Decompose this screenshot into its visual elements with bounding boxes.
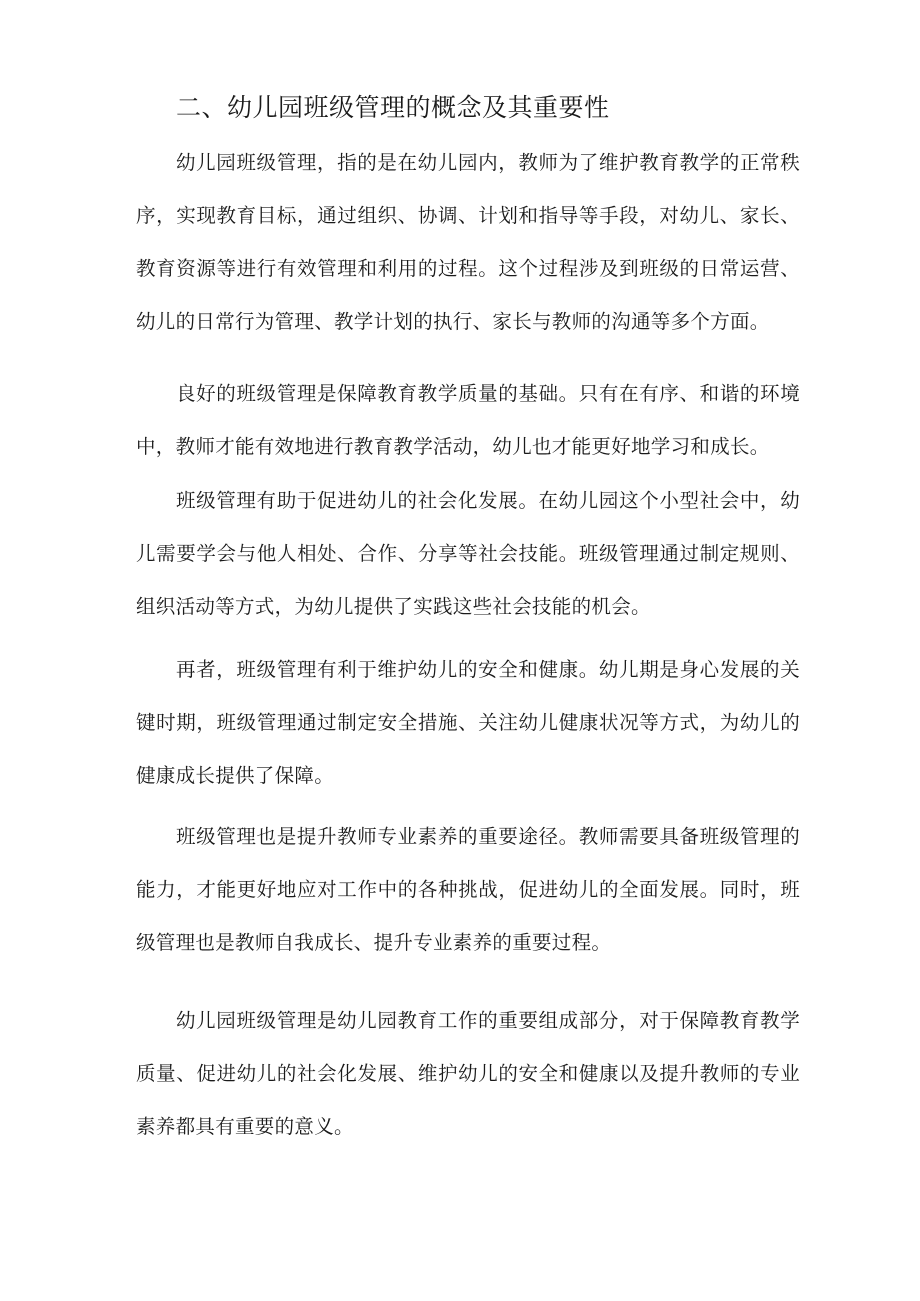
paragraph-socialization: 班级管理有助于促进幼儿的社会化发展。在幼儿园这个小型社会中，幼儿需要学会与他人相处、合作、分享等社会技能。班级管理通过制定规则、组织活动等方式，为幼儿提供了实践这些社会技能的机会。 (136, 489, 800, 618)
section-heading: 二、幼儿园班级管理的概念及其重要性 (176, 93, 610, 122)
paragraph-definition: 幼儿园班级管理，指的是在幼儿园内，教师为了维护教育教学的正常秩序，实现教育目标，通过组织、协调、计划和指导等手段，对幼儿、家长、教育资源等进行有效管理和利用的过程。这个过程涉及到班级的日常运营、幼儿的日常行为管理、教学计划的执行、家长与教师的沟通等多个方面。 (136, 151, 800, 333)
paragraph-safety-health: 再者，班级管理有利于维护幼儿的安全和健康。幼儿期是身心发展的关键时期，班级管理通过制定安全措施、关注幼儿健康状况等方式，为幼儿的健康成长提供了保障。 (136, 658, 800, 787)
paragraph-conclusion: 幼儿园班级管理是幼儿园教育工作的重要组成部分，对于保障教育教学质量、促进幼儿的社会化发展、维护幼儿的安全和健康以及提升教师的专业素养都具有重要的意义。 (136, 1009, 800, 1138)
paragraph-teacher-development: 班级管理也是提升教师专业素养的重要途径。教师需要具备班级管理的能力，才能更好地应对工作中的各种挑战，促进幼儿的全面发展。同时，班级管理也是教师自我成长、提升专业素养的重要过程。 (136, 825, 800, 954)
paragraph-teaching-quality: 良好的班级管理是保障教育教学质量的基础。只有在有序、和谐的环境中，教师才能有效地进行教育教学活动，幼儿也才能更好地学习和成长。 (136, 382, 800, 458)
